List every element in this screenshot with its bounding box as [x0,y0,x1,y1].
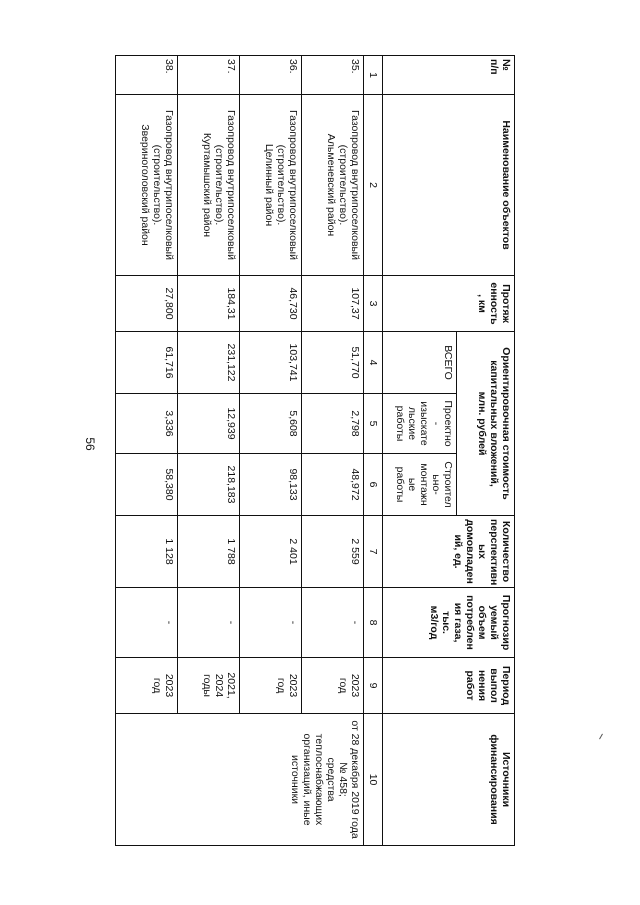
row-length: 46,730 [240,276,302,332]
row-length: 184,31 [178,276,240,332]
row-construction: 218,183 [178,454,240,516]
column-number-row [364,56,383,846]
header-gas-consumption: Прогнозир уемый объем потреблен ия газа, тыс. м3/год [383,588,515,658]
column-number: 9 [364,658,383,714]
row-construction: 58,380 [116,454,178,516]
row-total: 61,716 [116,332,178,394]
row-households: 1 128 [116,516,178,588]
sources-note: от 28 декабря 2019 года № 458; средства теплоснабжающих организаций, иные источники [116,714,364,846]
column-number: 6 [364,454,383,516]
row-period: 2023 год [240,658,302,714]
column-number: 4 [364,332,383,394]
header-cost-group: Ориентировочная стоимость капитальных вложений, млн. рублей [457,332,515,516]
row-period: 2021, 2024 годы [178,658,240,714]
row-design: 5,608 [240,394,302,454]
table-row [302,56,364,846]
row-construction: 48,972 [302,454,364,516]
column-number: 7 [364,516,383,588]
row-length: 107,37 [302,276,364,332]
column-number: 8 [364,588,383,658]
row-gas: - [302,588,364,658]
row-total: 103,741 [240,332,302,394]
rotated-table-container [115,55,515,845]
row-period: 2023 год [116,658,178,714]
column-number: 5 [364,394,383,454]
header-households: Количество перспективн ых домовладен ий, ед. [383,516,515,588]
row-period: 2023 год [302,658,364,714]
row-name: Газопровод внутрипоселковый (строительство). Целинный район [240,95,302,276]
column-number: 10 [364,714,383,846]
row-design: 3,336 [116,394,178,454]
row-num: 36. [240,56,302,95]
header-period: Период выпол нения работ [383,658,515,714]
header-num: № п/п [383,56,515,95]
gas-pipeline-table [115,55,515,846]
row-design: 2,798 [302,394,364,454]
row-gas: - [240,588,302,658]
row-name: Газопровод внутрипоселковый (строительство). Звериноголовский район [116,95,178,276]
row-total: 231,122 [178,332,240,394]
row-gas: - [178,588,240,658]
header-sources: Источники финансирования [383,714,515,846]
scan-speck [599,734,603,740]
row-households: 2 559 [302,516,364,588]
header-construction-works: Строител ьно- монтажн ые работы [383,454,457,516]
row-name: Газопровод внутрипоселковый (строительство). Альменевский район [302,95,364,276]
row-name: Газопровод внутрипоселковый (строительство). Куртамышский район [178,95,240,276]
row-length: 27,800 [116,276,178,332]
row-design: 12,939 [178,394,240,454]
column-number: 1 [364,56,383,95]
row-num: 38. [116,56,178,95]
row-households: 1 788 [178,516,240,588]
row-num: 37. [178,56,240,95]
column-number: 3 [364,276,383,332]
row-total: 51,770 [302,332,364,394]
header-design-works: Проектно - изыскате льские работы [383,394,457,454]
header-total: ВСЕГО [383,332,457,394]
header-name: Наименование объектов [383,95,515,276]
column-number: 2 [364,95,383,276]
row-num: 35. [302,56,364,95]
page-number: 56 [83,437,97,451]
header-length: Протяж енность , км [383,276,515,332]
row-households: 2 401 [240,516,302,588]
row-construction: 98,133 [240,454,302,516]
row-gas: - [116,588,178,658]
